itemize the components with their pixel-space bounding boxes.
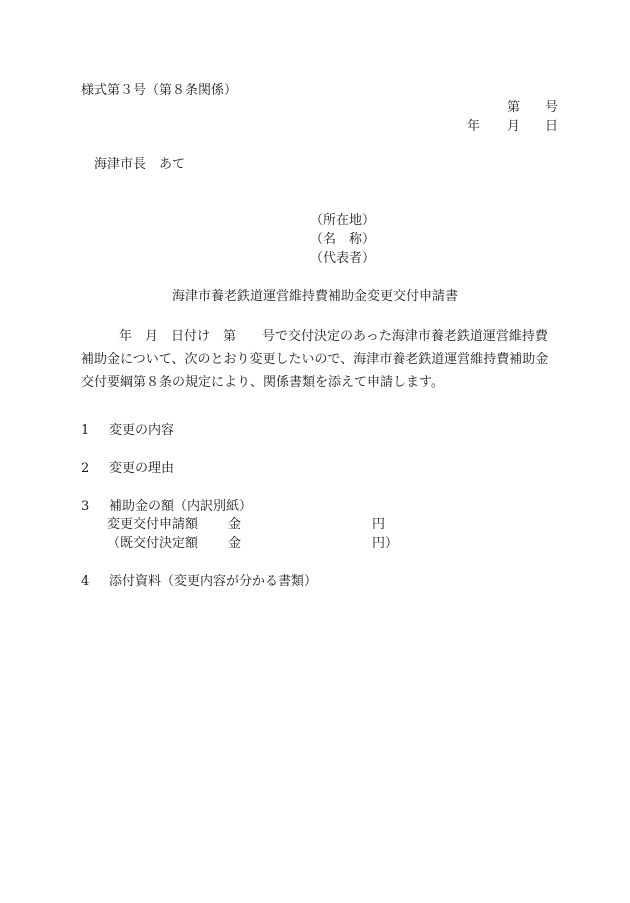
document-title: 海津市養老鉄道運営維持費補助金変更交付申請書 xyxy=(171,289,458,304)
list-item xyxy=(81,424,174,437)
body-line-1: 年 月 日付け 第 号で交付決定のあった海津市養老鉄道運営維持費 xyxy=(119,329,548,344)
applicant-location: （所在地） xyxy=(310,213,376,228)
form-header: 様式第３号（第８条関係） xyxy=(81,83,238,98)
addressee: 海津市長 あて xyxy=(94,157,186,172)
list-item xyxy=(81,575,317,588)
decided-amount-suffix: 円） xyxy=(372,536,399,551)
decided-amount-label: （既交付決定額 xyxy=(107,536,199,551)
request-amount-label: 変更交付申請額 xyxy=(107,517,199,532)
item-number: 1 xyxy=(81,423,90,438)
item-number: 2 xyxy=(81,461,90,476)
item-number: 4 xyxy=(81,574,90,589)
item-label: 添付資料（変更内容が分かる書類） xyxy=(109,574,318,589)
applicant-name: （名 称） xyxy=(310,232,376,247)
date-year: 年 xyxy=(467,119,481,134)
doc-number-prefix: 第 xyxy=(507,100,521,115)
request-amount-prefix: 金 xyxy=(228,517,242,532)
request-amount-suffix: 円 xyxy=(372,517,386,532)
applicant-representative: （代表者） xyxy=(310,251,376,266)
item-number: 3 xyxy=(81,499,90,514)
list-item xyxy=(81,462,174,475)
date-month: 月 xyxy=(507,119,521,134)
item-label: 補助金の額（内訳別紙） xyxy=(109,499,253,514)
body-line-3: 交付要綱第８条の規定により、関係書類を添えて申請します。 xyxy=(81,375,444,390)
list-item xyxy=(81,500,252,513)
decided-amount-prefix: 金 xyxy=(228,536,242,551)
body-paragraph xyxy=(81,325,559,394)
doc-number-suffix: 号 xyxy=(545,100,559,115)
item-label: 変更の理由 xyxy=(109,461,175,476)
date-day: 日 xyxy=(545,119,559,134)
body-line-2: 補助金について、次のとおり変更したいので、海津市養老鉄道運営維持費補助金 xyxy=(81,352,549,367)
item-label: 変更の内容 xyxy=(109,423,175,438)
